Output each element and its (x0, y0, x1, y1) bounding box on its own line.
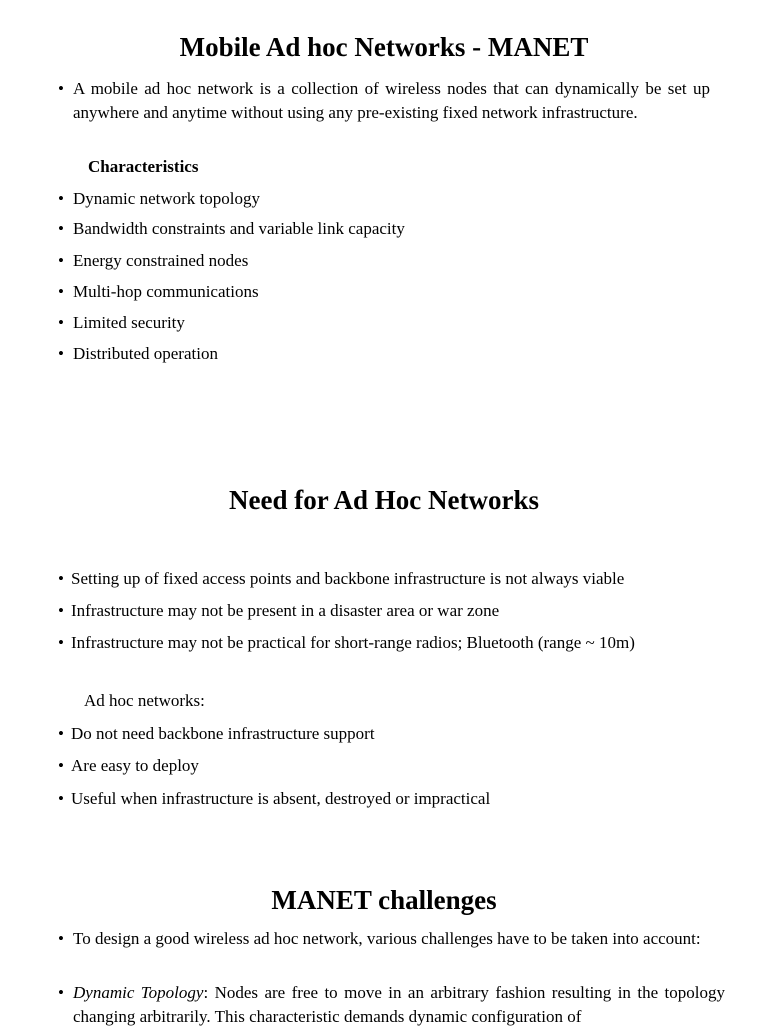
ad-hoc-networks-heading: Ad hoc networks: (84, 691, 205, 710)
list-item: • Bandwidth constraints and variable link capacity (58, 217, 405, 241)
list-item: • Are easy to deploy (58, 754, 199, 778)
bullet-icon: • (58, 282, 64, 301)
characteristics-heading: Characteristics (88, 157, 199, 176)
list-item: • Do not need backbone infrastructure support (58, 722, 375, 746)
list-item: • Dynamic network topology (58, 187, 260, 211)
section-title-manet: Mobile Ad hoc Networks - MANET (179, 32, 589, 62)
list-item: • Infrastructure may not be present in a disaster area or war zone (58, 599, 499, 623)
list-item: • Useful when infrastructure is absent, destroyed or impractical (58, 787, 490, 811)
bullet-icon: • (58, 189, 64, 208)
bullet-icon: • (58, 344, 64, 363)
bullet-icon: • (58, 601, 64, 620)
bullet-icon: • (58, 633, 64, 652)
list-item: • Infrastructure may not be practical for short-range radios; Bluetooth (range ~ 10m) (58, 631, 678, 655)
bullet-icon: • (58, 724, 64, 743)
bullet-icon: • (58, 251, 64, 270)
list-item (58, 981, 725, 1029)
bullet-icon: • (58, 569, 64, 588)
list-item: • Distributed operation (58, 342, 218, 366)
bullet-icon: • (58, 789, 64, 808)
bullet-icon: • (58, 313, 64, 332)
dynamic-topology-text: : Nodes are free to move in an arbitrary fashion resulting in the topology changing arbitrarily. This characteristic demands dynamic configuration of (73, 983, 725, 1026)
list-item: • Multi-hop communications (58, 280, 259, 304)
bullet-icon: • (58, 983, 64, 1002)
list-item: • Setting up of fixed access points and backbone infrastructure is not always viable (58, 567, 624, 591)
list-item: • A mobile ad hoc network is a collection of wireless nodes that can dynamically be set up anywhere and anytime without using any pre-existing fixed network infrastructure. (58, 79, 710, 122)
bullet-icon: • (58, 79, 64, 98)
bullet-icon: • (58, 929, 64, 948)
dynamic-topology-term: Dynamic Topology (73, 983, 204, 1002)
bullet-icon: • (58, 219, 64, 238)
bullet-icon: • (58, 756, 64, 775)
section-title-need: Need for Ad Hoc Networks (229, 485, 539, 515)
list-item: • To design a good wireless ad hoc network, various challenges have to be taken into account: (58, 927, 725, 951)
section-title-challenges: MANET challenges (271, 885, 497, 915)
list-item: • Energy constrained nodes (58, 249, 248, 273)
list-item: • Limited security (58, 311, 185, 335)
